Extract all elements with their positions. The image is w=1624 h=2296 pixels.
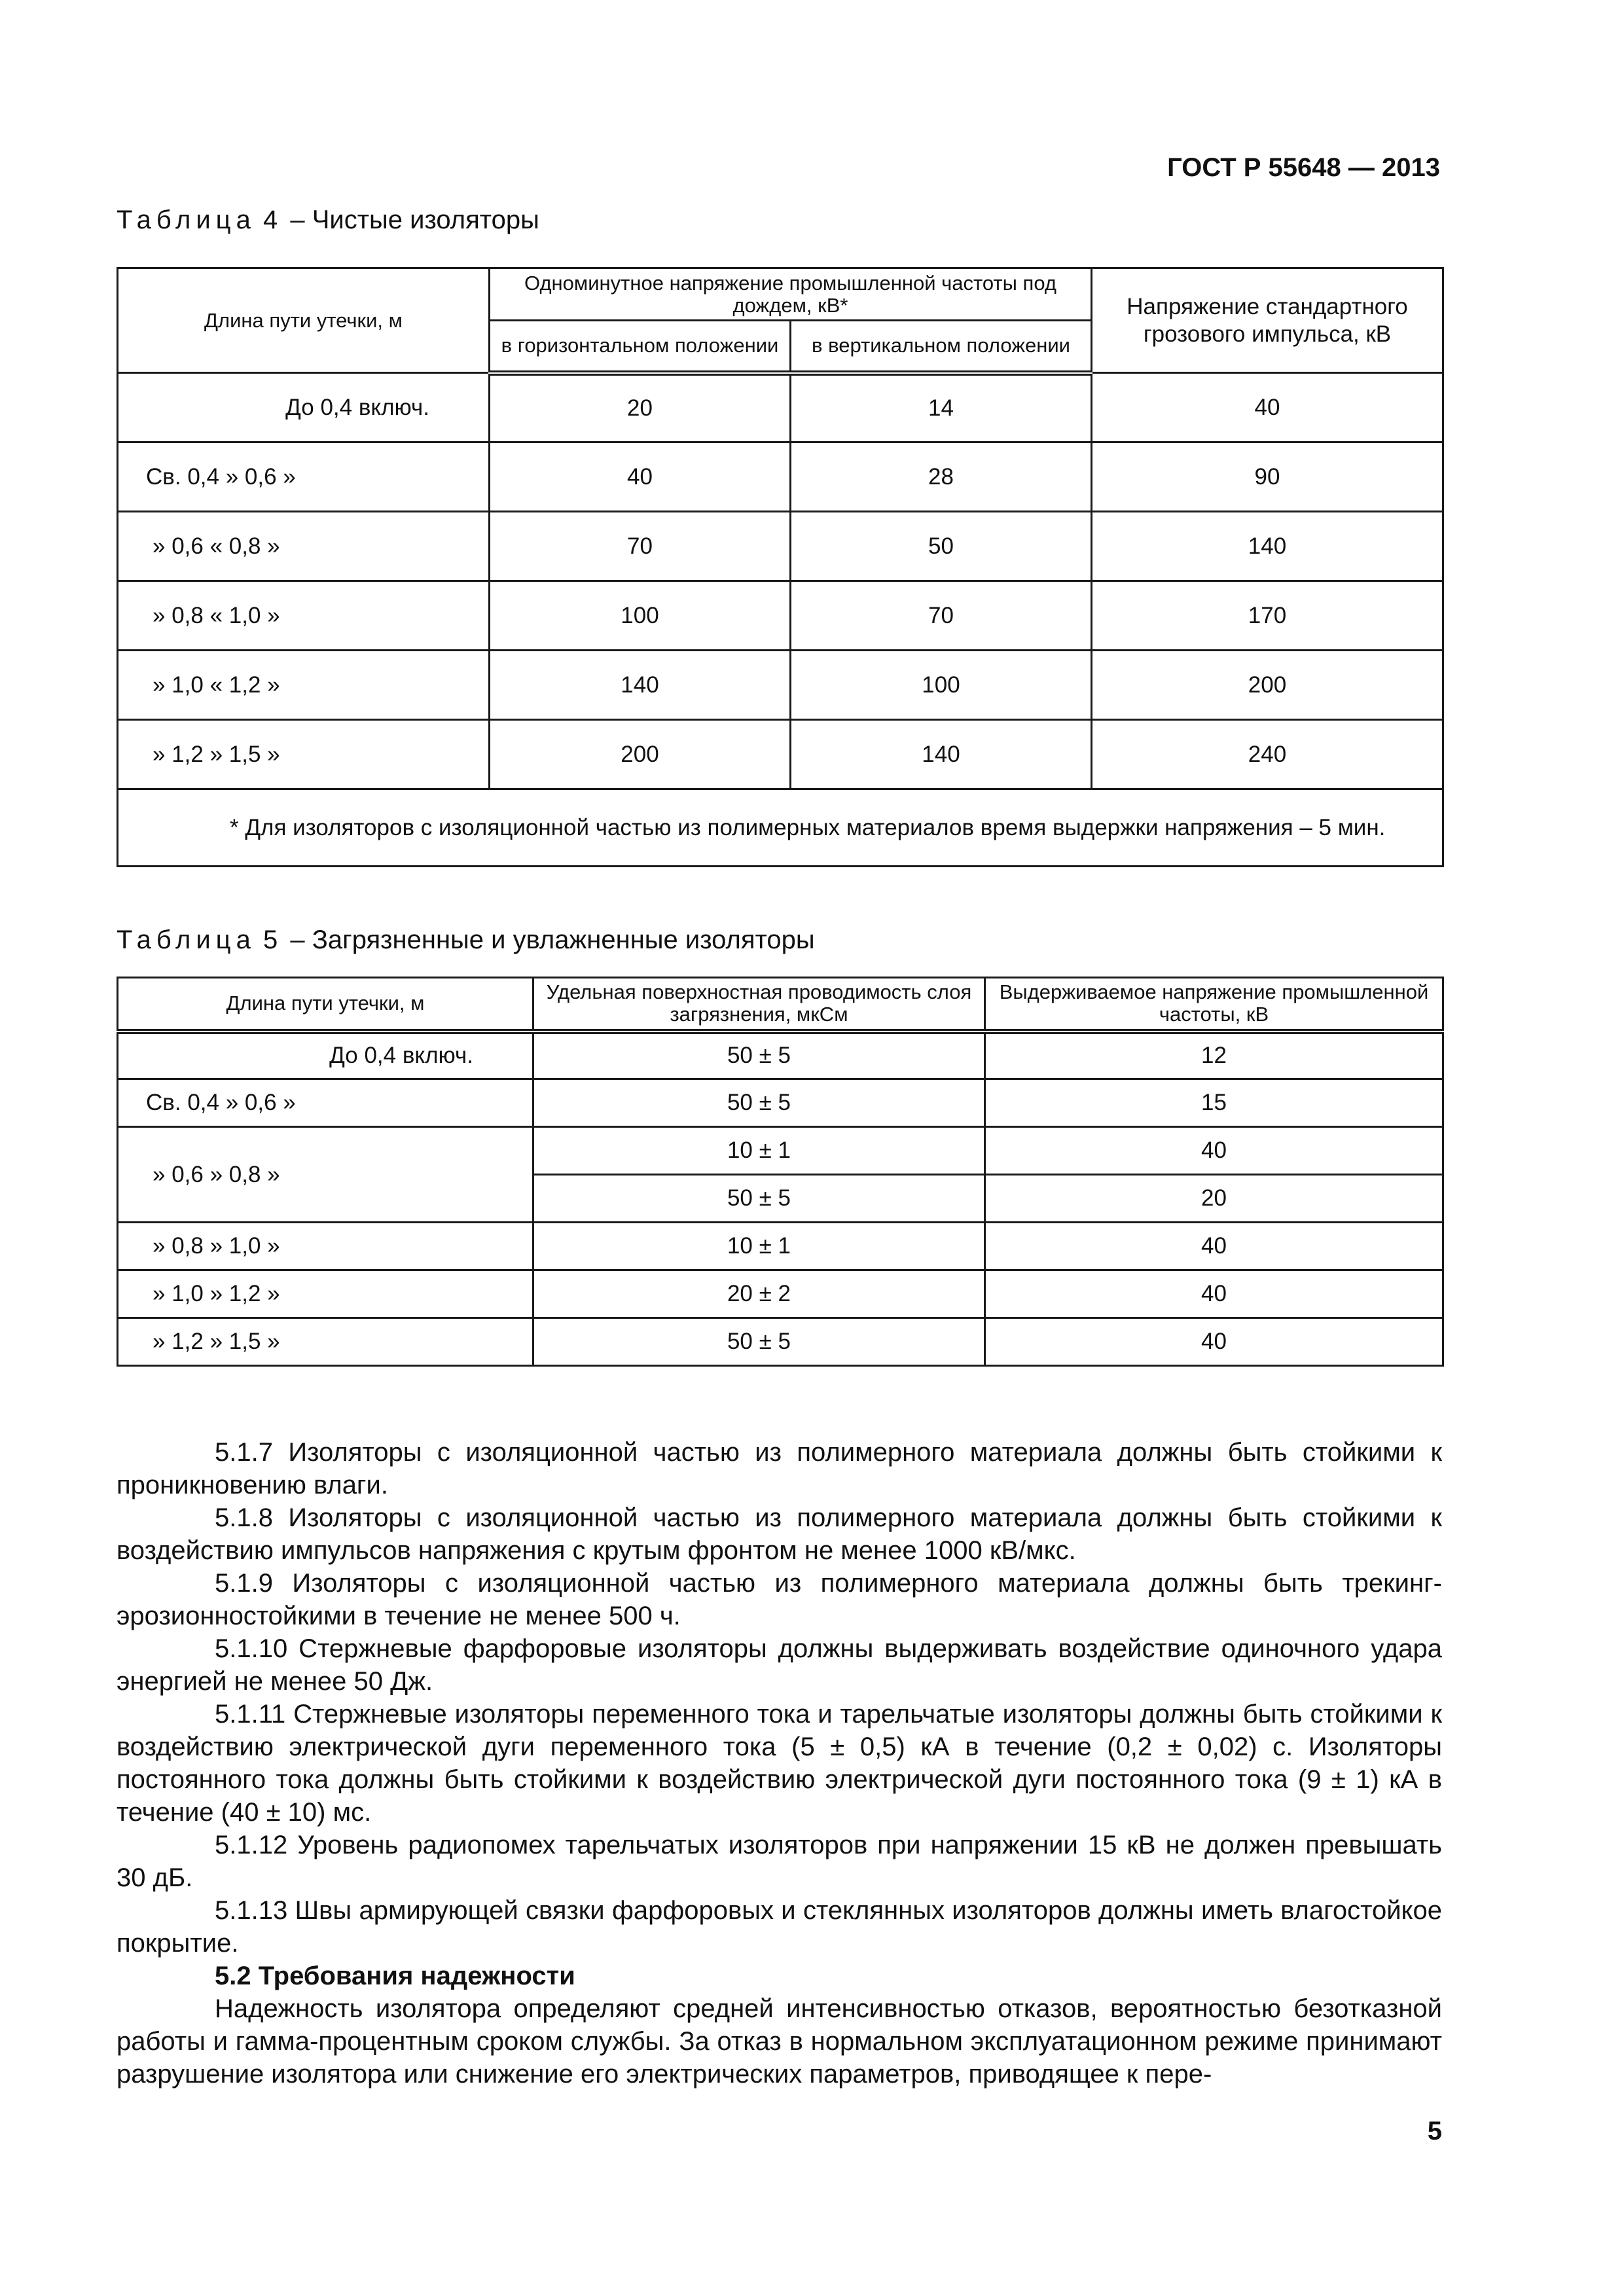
vertical-cell: 28 (791, 442, 1092, 512)
impulse-cell: 240 (1092, 720, 1443, 789)
impulse-cell: 140 (1092, 512, 1443, 581)
table-clean-insulators (117, 267, 1444, 867)
conductivity-cell: 50 ± 5 (533, 1031, 985, 1079)
table5-caption-number: 5 (262, 925, 283, 954)
paragraph-5-1-8: 5.1.8 Изоляторы с изоляционной частью из полимерного материала должны быть стойкими к воздействию импульсов напряжения с крутым фронтом не менее 1000 кВ/мкс. (117, 1503, 1442, 1565)
table4-header-vertical: в вертикальном положении (791, 321, 1092, 373)
table4-caption (117, 204, 539, 236)
table5-header-length: Длина пути утечки, м (118, 978, 533, 1031)
vertical-cell: 100 (791, 651, 1092, 720)
table4-header-length: Длина пути утечки, м (118, 268, 490, 373)
conductivity-cell: 10 ± 1 (533, 1127, 985, 1175)
table5-header-voltage: Выдерживаемое напряжение промышленной частоты, кВ (985, 978, 1443, 1031)
impulse-cell: 90 (1092, 442, 1443, 512)
horizontal-cell: 40 (490, 442, 791, 512)
conductivity-cell: 50 ± 5 (533, 1079, 985, 1127)
length-cell: » 0,8 » 1,0 » (118, 1223, 533, 1270)
paragraph-5-1-9: 5.1.9 Изоляторы с изоляционной частью из полимерного материала должны быть трекинг-эрозионностойкими в течение не менее 500 ч. (117, 1569, 1442, 1630)
table5-header-conductivity: Удельная поверхностная проводимость слоя загрязнения, мкСм (533, 978, 985, 1031)
document-code: ГОСТ Р 55648 — 2013 (1167, 153, 1440, 182)
length-cell: » 1,0 « 1,2 » (118, 651, 490, 720)
table-row (118, 373, 1443, 442)
table4-header-horizontal: в горизонтальном положении (490, 321, 791, 373)
voltage-cell: 40 (985, 1318, 1443, 1366)
table4-footnote (118, 789, 1443, 867)
table-row (118, 442, 1443, 512)
table-row (118, 720, 1443, 789)
length-cell: До 0,4 включ. (118, 1031, 533, 1079)
table5-caption-word: Таблица (117, 925, 256, 954)
table4-caption-title: Чистые изоляторы (312, 206, 539, 234)
table4-caption-word: Таблица (117, 206, 256, 234)
table5-caption (117, 924, 815, 956)
length-cell: » 0,6 » 0,8 » (118, 1127, 533, 1223)
horizontal-cell: 100 (490, 581, 791, 651)
conductivity-cell: 10 ± 1 (533, 1223, 985, 1270)
paragraph-5-2: Надежность изолятора определяют средней интенсивностью отказов, вероятностью безотказной работы и гамма-процентным сроком службы. За отказ в нормальном эксплуатационном режиме принимают разрушение изолятора или снижение его электрических параметров, приводящее к пере- (117, 1994, 1442, 2089)
length-cell: До 0,4 включ. (118, 373, 490, 442)
voltage-cell: 40 (985, 1223, 1443, 1270)
impulse-cell: 200 (1092, 651, 1443, 720)
paragraph-5-1-13: 5.1.13 Швы армирующей связки фарфоровых и стеклянных изоляторов должны иметь влагостойкое покрытие. (117, 1896, 1442, 1958)
impulse-cell: 170 (1092, 581, 1443, 651)
vertical-cell: 70 (791, 581, 1092, 651)
length-cell: » 1,2 » 1,5 » (118, 1318, 533, 1366)
paragraph-5-1-12: 5.1.12 Уровень радиопомех тарельчатых изоляторов при напряжении 15 кВ не должен превышать 30 дБ. (117, 1831, 1442, 1892)
table-polluted-insulators (117, 977, 1444, 1367)
table-row (118, 1270, 1443, 1318)
table-row (118, 1318, 1443, 1366)
vertical-cell: 140 (791, 720, 1092, 789)
paragraph-5-1-11: 5.1.11 Стержневые изоляторы переменного тока и тарельчатые изоляторы должны быть стойкими к воздействию электрической дуги переменного тока (5 ± 0,5) кА в течение (0,2 ± 0,02) с. Изоляторы постоянного тока должны быть стойкими к воздействию электрической дуги постоянного тока (9 ± 1) кА в течение (40 ± 10) мс. (117, 1700, 1442, 1827)
table-row (118, 512, 1443, 581)
horizontal-cell: 70 (490, 512, 791, 581)
table4-header-one-minute: Одноминутное напряжение промышленной частоты под дождем, кВ* (490, 268, 1092, 321)
table4-caption-number: 4 (262, 206, 283, 234)
voltage-cell: 12 (985, 1031, 1443, 1079)
table-row (118, 1079, 1443, 1127)
table4-caption-dash: – (290, 206, 305, 234)
voltage-cell: 40 (985, 1270, 1443, 1318)
table-row (118, 1223, 1443, 1270)
horizontal-cell: 200 (490, 720, 791, 789)
paragraph-5-1-7: 5.1.7 Изоляторы с изоляционной частью из полимерного материала должны быть стойкими к проникновению влаги. (117, 1438, 1442, 1499)
length-cell: Св. 0,4 » 0,6 » (118, 442, 490, 512)
length-cell: Св. 0,4 » 0,6 » (118, 1079, 533, 1127)
voltage-cell: 15 (985, 1079, 1443, 1127)
horizontal-cell: 140 (490, 651, 791, 720)
footnote-text: * Для изоляторов с изоляционной частью из полимерных материалов время выдержки напряжения – 5 мин. (230, 814, 1386, 840)
length-cell: » 1,0 » 1,2 » (118, 1270, 533, 1318)
table-row (118, 1127, 1443, 1175)
length-cell: » 0,8 « 1,0 » (118, 581, 490, 651)
vertical-cell: 50 (791, 512, 1092, 581)
voltage-cell: 40 (985, 1127, 1443, 1175)
table-row (118, 651, 1443, 720)
table-row (118, 1031, 1443, 1079)
vertical-cell: 14 (791, 373, 1092, 442)
table-row (118, 581, 1443, 651)
section-heading: 5.2 Требования надежности (215, 1962, 575, 1990)
conductivity-cell: 50 ± 5 (533, 1318, 985, 1366)
page-number: 5 (1427, 2117, 1442, 2145)
length-cell: » 0,6 « 0,8 » (118, 512, 490, 581)
body-text (117, 1436, 1442, 2090)
table5-caption-title: Загрязненные и увлажненные изоляторы (312, 925, 815, 954)
horizontal-cell: 20 (490, 373, 791, 442)
table5-caption-dash: – (290, 925, 305, 954)
conductivity-cell: 20 ± 2 (533, 1270, 985, 1318)
conductivity-cell: 50 ± 5 (533, 1175, 985, 1223)
paragraph-5-1-10: 5.1.10 Стержневые фарфоровые изоляторы должны выдерживать воздействие одиночного удара энергией не менее 50 Дж. (117, 1634, 1442, 1696)
voltage-cell: 20 (985, 1175, 1443, 1223)
impulse-cell: 40 (1092, 373, 1443, 442)
length-cell: » 1,2 » 1,5 » (118, 720, 490, 789)
table4-header-impulse: Напряжение стандартного грозового импульса, кВ (1092, 268, 1443, 373)
